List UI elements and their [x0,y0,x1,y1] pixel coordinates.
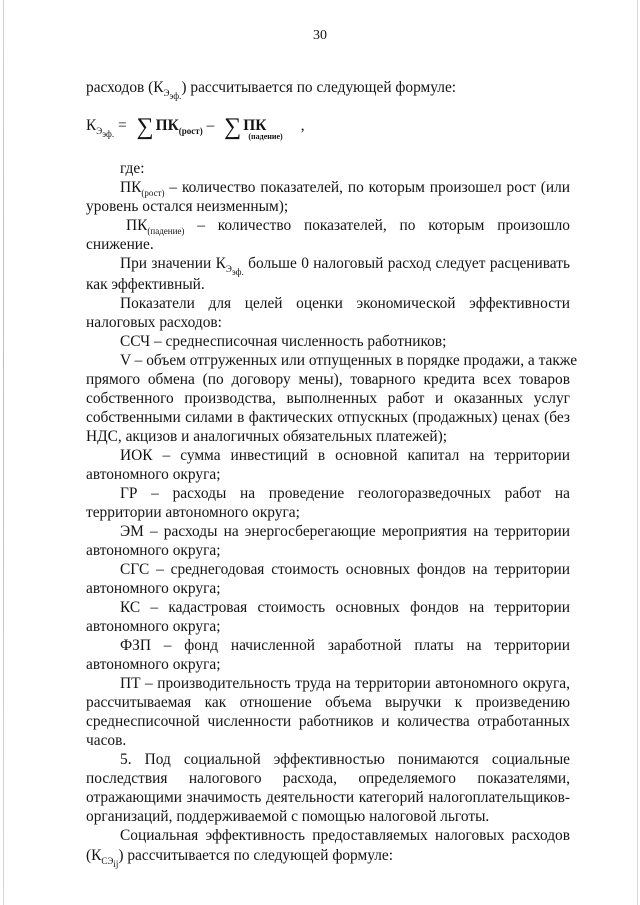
text-line: $ПК_{(рост)}$ – количество показателей, по которым произошел рост (или [120,179,570,199]
text-line: организаций, поддерживаемой с помощью налоговой льготы. [86,808,490,825]
text-line: часов. [86,732,127,749]
formula-economic-efficiency: $К_{Э_{эф.}}$ = ∑ $ПК_{(рост)}$ – ∑ $ПК_{(падение)}$, [86,114,305,141]
text-line: снижение. [86,236,154,253]
text-line: $(К_{СЭ_{ij}})$ рассчитывается по следующей формуле: [86,847,394,869]
text-line: автономного округа; [86,542,221,559]
text-line: где: [120,160,145,177]
text-line: НДС, акцизов и аналогичных обязательных платежей); [86,428,447,445]
page-number: 30 [313,28,327,43]
text-line: V – объем отгруженных или отпущенных в порядке продажи, а также [120,352,578,369]
text-line: ПТ – производительность труда на территории автономного округа, [120,675,570,692]
text-line: ССЧ – среднесписочная численность работников; [120,333,447,350]
text-line: $ПК_{(падение)}$ – количество показателей, по которым произошло [126,217,570,237]
text-line: последствия налогового расхода, определяемого показателями, [86,770,570,787]
text-line: ФЗП – фонд начисленной заработной платы на территории [120,637,570,654]
text-line: расходов $(К_{Э_{эф.}})$ рассчитывается по следующей формуле: [86,79,457,101]
text-line: среднесписочной численности работников и количества отработанных [86,713,570,730]
text-line: При значении $К_{Э_{эф.}}$ больше 0 налоговый расход следует расценивать [120,255,570,277]
text-line: ИОК – сумма инвестиций в основной капитал на территории [120,447,570,464]
text-line: 5. Под социальной эффективностью понимаются социальные [120,751,570,768]
text-line: налоговых расходов: [86,314,222,331]
text-line: ЭМ – расходы на энергосберегающие мероприятия на территории [120,523,570,540]
text-line: ГР – расходы на проведение геологоразведочных работ на [120,485,570,502]
text-line: автономного округа; [86,618,221,635]
text-line: автономного округа; [86,656,221,673]
text-line: уровень остался неизменным); [86,198,289,215]
scan-edge-right [637,0,638,905]
text-line: территории автономного округа; [86,504,300,521]
text-line: собственного производства, выполненных работ и оказанных услуг [86,390,570,407]
text-line: Показатели для целей оценки экономической эффективности [120,295,570,312]
text-line: КС – кадастровая стоимость основных фондов на территории [120,599,570,616]
text-line: прямого обмена (по договору мены), товарного кредита всех товаров [86,371,570,388]
text-line: Социальная эффективность предоставляемых налоговых расходов [120,827,570,844]
text-line: как эффективный. [86,276,205,293]
text-line: СГС – среднегодовая стоимость основных фондов на территории [120,561,570,578]
text-line: отражающими значимость деятельности категорий налогоплательщиков- [86,789,570,806]
scan-edge-left [3,0,4,905]
text-line: автономного округа; [86,580,221,597]
text-line: собственными силами в фактических отпускных (продажных) ценах (без [86,409,570,426]
text-line: рассчитываемая как отношение объема выручки к произведению [86,694,570,711]
text-line: автономного округа; [86,466,221,483]
